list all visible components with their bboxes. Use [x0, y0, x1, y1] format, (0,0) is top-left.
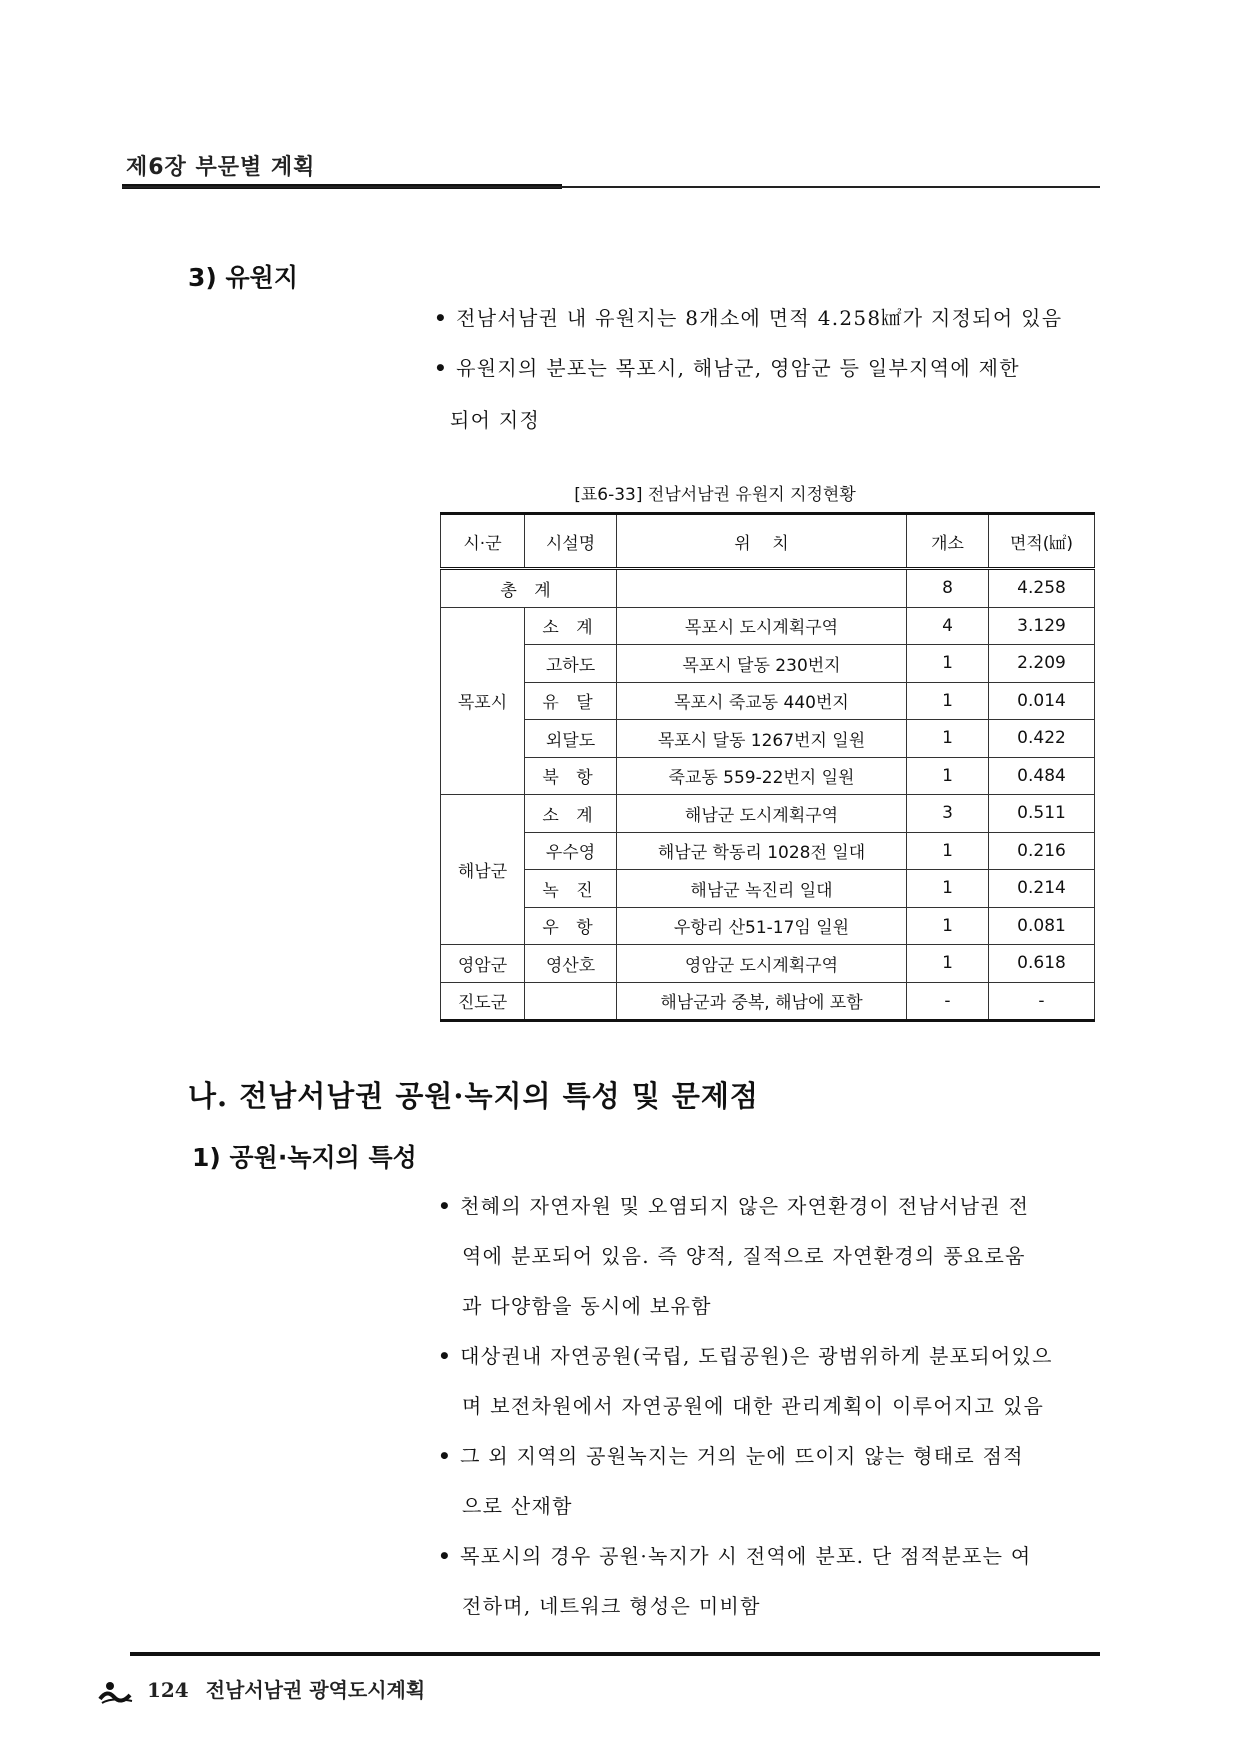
count-cell: 4: [907, 607, 989, 645]
facility-cell: 소 계: [525, 795, 617, 833]
city-cell: 영암군: [441, 945, 525, 983]
area-cell: 0.422: [989, 720, 1095, 758]
bullet-item: [438, 1440, 1024, 1469]
table-row: [441, 607, 1095, 645]
bullet-text: 유원지의 분포는 목포시, 해남군, 영암군 등 일부지역에 제한: [456, 356, 1020, 380]
facility-cell: 영산호: [525, 945, 617, 983]
count-cell: 1: [907, 757, 989, 795]
wave-logo-icon: [98, 1679, 134, 1705]
area-cell: -: [989, 982, 1095, 1021]
bullet-item: [434, 302, 1062, 331]
bullet-item: [438, 1540, 1032, 1569]
section-title-parks-characteristics: 나. 전남서남권 공원·녹지의 특성 및 문제점: [188, 1079, 759, 1113]
total-count: 8: [907, 569, 989, 608]
location-cell: 해남군 도시계획구역: [617, 795, 907, 833]
table-row: [441, 645, 1095, 683]
footer-rule: [130, 1652, 1100, 1656]
count-cell: -: [907, 982, 989, 1021]
bullet-continuation: 과 다양함을 동시에 보유함: [462, 1294, 712, 1318]
col-header-city: 시·군: [441, 514, 525, 569]
header-rule: [122, 186, 1100, 188]
table-row: [441, 982, 1095, 1021]
col-header-facility: 시설명: [525, 514, 617, 569]
bullet-text: 전남서남권 내 유원지는 8개소에 면적 4.258㎢가 지정되어 있음: [456, 306, 1063, 330]
total-location: [617, 569, 907, 608]
location-cell: 해남군 학동리 1028전 일대: [617, 832, 907, 870]
location-cell: 해남군 녹진리 일대: [617, 870, 907, 908]
location-cell: 목포시 달동 230번지: [617, 645, 907, 683]
area-cell: 0.511: [989, 795, 1095, 833]
footer-title: 전남서남권 광역도시계획: [205, 1678, 426, 1702]
facility-cell: 우 항: [525, 907, 617, 945]
facility-cell: 고하도: [525, 645, 617, 683]
count-cell: 1: [907, 720, 989, 758]
bullet-continuation: 역에 분포되어 있음. 즉 양적, 질적으로 자연환경의 풍요로움: [462, 1244, 1026, 1268]
bullet-continuation: 되어 지정: [450, 408, 541, 432]
facility-cell: 녹 진: [525, 870, 617, 908]
location-cell: 영암군 도시계획구역: [617, 945, 907, 983]
table-row: [441, 832, 1095, 870]
page-footer: [98, 1674, 425, 1705]
facility-cell: 북 항: [525, 757, 617, 795]
bullet-text: 천혜의 자연자원 및 오염되지 않은 자연환경이 전남서남권 전: [460, 1194, 1030, 1218]
area-cell: 3.129: [989, 607, 1095, 645]
bullet-continuation: 으로 산재함: [462, 1494, 573, 1518]
bullet-text: 그 외 지역의 공원녹지는 거의 눈에 뜨이지 않는 형태로 점적: [460, 1444, 1024, 1468]
table-row: [441, 795, 1095, 833]
table-row-total: [441, 569, 1095, 608]
count-cell: 1: [907, 907, 989, 945]
bullet-dot-icon: •: [438, 1344, 453, 1368]
count-cell: 1: [907, 945, 989, 983]
area-cell: 0.014: [989, 682, 1095, 720]
count-cell: 1: [907, 832, 989, 870]
area-cell: 0.216: [989, 832, 1095, 870]
section-title-amusement-park: 3) 유원지: [188, 263, 298, 292]
col-header-location: 위 치: [617, 514, 907, 569]
subsection-title-parks-features: 1) 공원·녹지의 특성: [192, 1143, 417, 1172]
area-cell: 0.484: [989, 757, 1095, 795]
bullet-item: [438, 1190, 1029, 1219]
bullet-dot-icon: •: [438, 1444, 453, 1468]
facility-cell: 유 달: [525, 682, 617, 720]
bullet-text: 대상권내 자연공원(국립, 도립공원)은 광범위하게 분포되어있으: [460, 1344, 1053, 1368]
bullet-dot-icon: •: [438, 1194, 453, 1218]
area-cell: 0.618: [989, 945, 1095, 983]
bullet-item: [438, 1340, 1053, 1369]
location-cell: 목포시 죽교동 440번지: [617, 682, 907, 720]
area-cell: 0.081: [989, 907, 1095, 945]
table-row: [441, 682, 1095, 720]
table-row: [441, 945, 1095, 983]
location-cell: 죽교동 559-22번지 일원: [617, 757, 907, 795]
bullet-continuation: 며 보전차원에서 자연공원에 대한 관리계획이 이루어지고 있음: [462, 1394, 1045, 1418]
total-area: 4.258: [989, 569, 1095, 608]
total-label: 총 계: [441, 569, 617, 608]
chapter-header: 제6장 부문별 계획: [126, 155, 316, 180]
table-row: [441, 870, 1095, 908]
col-header-count: 개소: [907, 514, 989, 569]
col-header-area: 면적(㎢): [989, 514, 1095, 569]
bullet-continuation: 전하며, 네트워크 형성은 미비함: [462, 1594, 761, 1618]
location-cell: 해남군과 중복, 해남에 포함: [617, 982, 907, 1021]
table-row: [441, 907, 1095, 945]
facility-cell: 소 계: [525, 607, 617, 645]
location-cell: 목포시 달동 1267번지 일원: [617, 720, 907, 758]
table-header-row: [441, 514, 1095, 569]
table-row: [441, 720, 1095, 758]
count-cell: 1: [907, 870, 989, 908]
city-cell: 해남군: [441, 795, 525, 945]
count-cell: 1: [907, 645, 989, 683]
location-cell: 목포시 도시계획구역: [617, 607, 907, 645]
location-cell: 우항리 산51-17임 일원: [617, 907, 907, 945]
bullet-item: [434, 352, 1020, 381]
facility-cell: 외달도: [525, 720, 617, 758]
amusement-park-table: [440, 512, 1095, 1022]
facility-cell: 우수영: [525, 832, 617, 870]
count-cell: 1: [907, 682, 989, 720]
bullet-dot-icon: •: [434, 356, 449, 380]
bullet-dot-icon: •: [434, 306, 449, 330]
facility-cell: [525, 982, 617, 1021]
bullet-text: 목포시의 경우 공원·녹지가 시 전역에 분포. 단 점적분포는 여: [460, 1544, 1032, 1568]
bullet-dot-icon: •: [438, 1544, 453, 1568]
city-cell: 진도군: [441, 982, 525, 1021]
table-row: [441, 757, 1095, 795]
page-number: 124: [146, 1678, 189, 1702]
table-caption: [표6-33] 전남서남권 유원지 지정현황: [574, 485, 856, 505]
area-cell: 2.209: [989, 645, 1095, 683]
city-cell: 목포시: [441, 607, 525, 795]
area-cell: 0.214: [989, 870, 1095, 908]
count-cell: 3: [907, 795, 989, 833]
